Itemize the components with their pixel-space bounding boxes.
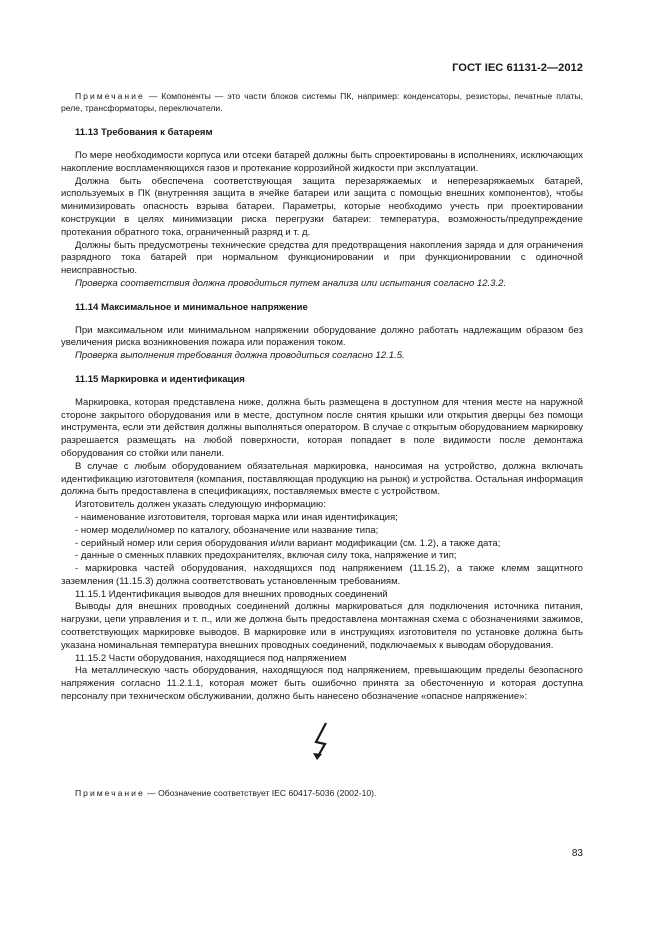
paragraph: Должна быть обеспечена соответствующая защита перезаряжаемых и неперезаряжаемых батарей, используемых в ПК (внутренняя защита в ячейке батареи или защита с помощью внешних компонентов), чтобы минимизировать опасность взрыва батареи. Параметры, которые необходимо учесть при проектировании конструкции в целях минимизации риска перегрузки батареи: температура, возможность/предупреждение протекания обратного тока, ограниченный разряд и т. д. [61, 175, 583, 238]
paragraph: По мере необходимости корпуса или отсеки батарей должны быть спроектированы в исполнениях, исключающих накопление воспламеняющихся газов и протекание коррозийной жидкости при эксплуатации. [61, 149, 583, 174]
note-label: Примечание [75, 91, 145, 101]
section-heading-11-13: 11.13 Требования к батареям [75, 127, 213, 139]
list-item: - наименование изготовителя, торговая марка или иная идентификация; [75, 511, 398, 523]
compliance-check: Проверка соответствия должна проводиться путем анализа или испытания согласно 12.3.2. [75, 277, 507, 289]
subsection-heading-11-15-2: 11.15.2 Части оборудования, находящиеся под напряжением [75, 652, 347, 664]
paragraph: На металлическую часть оборудования, находящуюся под напряжением, превышающим пределы безопасного напряжения согласно 11.2.1.1, которая может быть ошибочно принята за обесточенную и которая доступна персоналу при техническом обслуживании, должно быть нанесено обозначение «опасное напряжение»: [61, 665, 583, 703]
paragraph: Изготовитель должен указать следующую информацию: [75, 499, 326, 511]
list-item: - серийный номер или серия оборудования и/или вариант модификации (см. 1.2), а также дата; [75, 537, 501, 549]
list-item: - данные о сменных плавких предохранителях, включая силу тока, напряжение и тип; [75, 550, 457, 562]
note-components [61, 91, 583, 114]
section-heading-11-15: 11.15 Маркировка и идентификация [75, 373, 245, 385]
paragraph: Должны быть предусмотрены технические средства для предотвращения накопления заряда и для ограничения разрядного тока батарей при нормальном функционировании и при функционировании с одиночной неисправностью. [61, 239, 583, 277]
section-heading-11-14: 11.14 Максимальное и минимальное напряжение [75, 301, 308, 313]
paragraph: Выводы для внешних проводных соединений должны маркироваться для подключения источника питания, нагрузки, цепи управления и т. п., или же должна быть предоставлена монтажная схема с обозначениями зажимов, соответствующих маркировке выводов. В маркировке или в инструкциях изготовителя по установке должна быть указана номинальная температура внешних проводных соединений, подключаемых к выводам оборудования. [61, 601, 583, 651]
note-text: — Компоненты — это части блоков системы ПК, например: конденсаторы, резисторы, печатные платы, реле, трансформаторы, переключатели. [61, 91, 583, 113]
standard-header: ГОСТ IEC 61131-2—2012 [452, 62, 583, 74]
subsection-heading-11-15-1: 11.15.1 Идентификация выводов для внешних проводных соединений [75, 588, 388, 600]
paragraph: При максимальном или минимальном напряжении оборудование должно работать надлежащим образом без увеличения риска возникновения пожара или поражения током. [61, 324, 583, 349]
high-voltage-arrow-icon [307, 720, 337, 766]
list-item: - маркировка частей оборудования, находящихся под напряжением (11.15.2), а также клемм защитного заземления (11.15.3) должна соответствовать установленным требованиям. [61, 563, 583, 587]
page-content [61, 91, 583, 799]
note-symbol [61, 788, 583, 800]
page-number: 83 [571, 848, 583, 859]
note-label: Примечание [75, 787, 145, 798]
compliance-check: Проверка выполнения требования должна проводиться согласно 12.1.5. [75, 350, 405, 362]
paragraph: В случае с любым оборудованием обязательная маркировка, наносимая на устройство, должна включать идентификацию изготовителя (компания, поставляющая продукцию на рынок) и устройства. Остальная информация должна быть предоставлена в спецификациях, поставляемых вместе с устройством. [61, 460, 583, 498]
list-item: - номер модели/номер по каталогу, обозначение или название типа; [75, 524, 379, 536]
note-text: — Обозначение соответствует IEC 60417-5036 (2002-10). [144, 787, 377, 798]
paragraph: Маркировка, которая представлена ниже, должна быть размещена в доступном для чтения месте на наружной стороне закрытого оборудования или в месте, доступном после снятия крышки или открытия дверцы без помощи инструмента, если эти действия должны выполняться оператором. В случае с открытым оборудованием маркировку разрешается размещать на любой поверхности, которая попадает в поле видимости после демонтажа оборудования со стойки или панели. [61, 396, 583, 459]
